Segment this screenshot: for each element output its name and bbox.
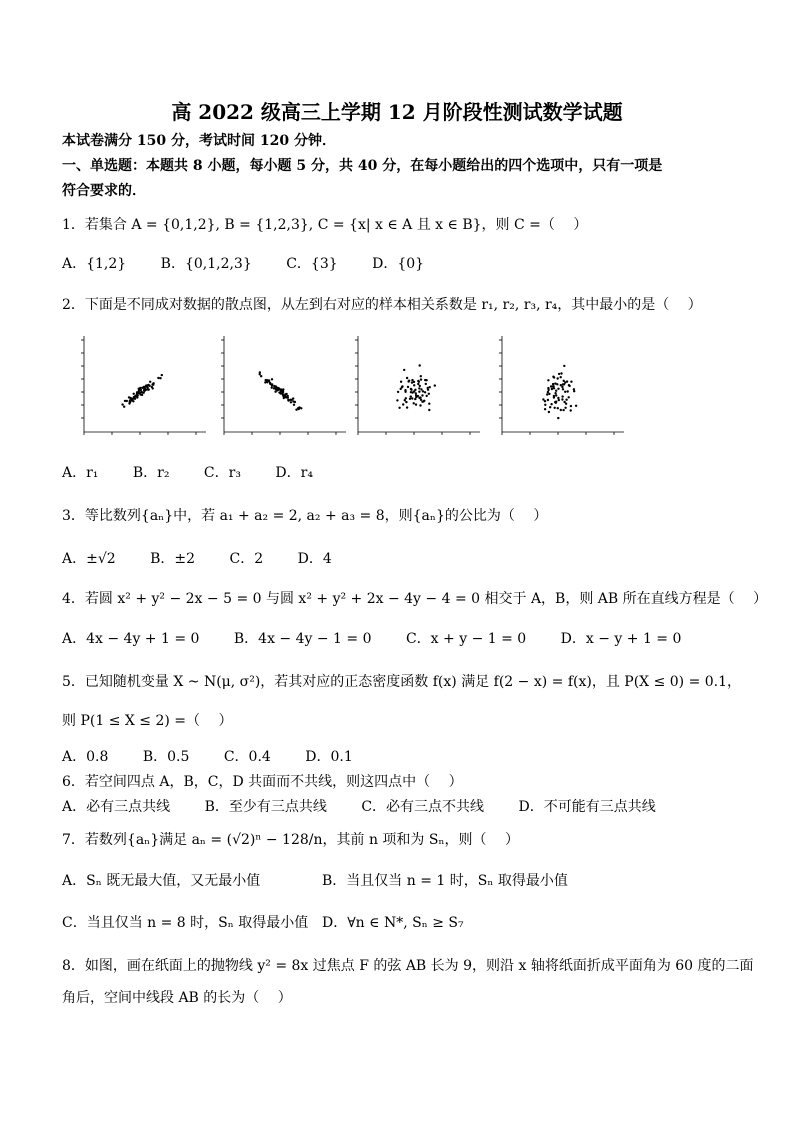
- scatter-point: [560, 372, 562, 374]
- scatter-point: [561, 386, 563, 388]
- scatter-point: [424, 379, 426, 381]
- scatter-point: [564, 407, 566, 409]
- scatter-point: [415, 403, 417, 405]
- scatter-point: [129, 400, 131, 402]
- scatter-point: [428, 409, 430, 411]
- scatter-point: [126, 400, 128, 402]
- scatter-point: [141, 391, 143, 393]
- scatter-point: [552, 383, 554, 385]
- scatter-point: [293, 404, 295, 406]
- scatter-point: [568, 396, 570, 398]
- scatter-plot-1: [81, 336, 206, 435]
- scatter-point: [408, 380, 410, 382]
- scatter-point: [151, 386, 153, 388]
- scatter-point: [422, 390, 424, 392]
- scatter-point: [410, 391, 412, 393]
- scatter-point: [557, 417, 559, 419]
- option-a[interactable]: A．4x − 4y + 1 = 0: [62, 631, 200, 647]
- scatter-point: [557, 388, 559, 390]
- scatter-point: [567, 390, 569, 392]
- scatter-point: [136, 393, 138, 395]
- scatter-point: [300, 407, 302, 409]
- scatter-point: [544, 408, 546, 410]
- option-d[interactable]: D．{0}: [372, 256, 425, 272]
- scatter-point: [547, 399, 549, 401]
- scatter-point: [562, 388, 564, 390]
- scatter-point: [419, 364, 421, 366]
- scatter-point: [420, 399, 422, 401]
- scatter-point: [161, 374, 163, 376]
- scatter-point: [144, 390, 146, 392]
- question-2-options: [62, 464, 343, 482]
- section-heading-cont: 符合要求的．: [62, 183, 146, 199]
- scatter-point: [429, 386, 431, 388]
- section-heading: 一、单选题：本题共 8 小题，每小题 5 分，共 40 分，在每小题给出的四个选项中，只有一项是: [62, 158, 663, 174]
- scatter-point: [418, 381, 420, 383]
- scatter-point: [271, 378, 273, 380]
- scatter-point: [131, 399, 133, 401]
- scatter-point: [410, 389, 412, 391]
- scatter-point: [428, 403, 430, 405]
- option-b[interactable]: B．0.5: [142, 749, 190, 765]
- scatter-point: [563, 380, 565, 382]
- scatter-point: [280, 390, 282, 392]
- scatter-point: [298, 408, 300, 410]
- scatter-point: [133, 396, 135, 398]
- page-title: 高 2022 级高三上学期 12 月阶段性测试数学试题: [171, 100, 623, 124]
- scatter-point: [561, 395, 563, 397]
- option-c[interactable]: C．必有三点不共线: [361, 799, 485, 815]
- question-7-option-d[interactable]: D．∀n ∈ N*, Sₙ ≥ S₇: [322, 915, 464, 931]
- scatter-point: [561, 398, 563, 400]
- option-c[interactable]: C．{3}: [286, 256, 338, 272]
- scatter-point: [287, 399, 289, 401]
- scatter-point: [544, 404, 546, 406]
- scatter-point: [562, 409, 564, 411]
- option-a[interactable]: A．r₁: [62, 465, 99, 481]
- scatter-point: [136, 396, 138, 398]
- scatter-point: [417, 383, 419, 385]
- scatter-point: [547, 379, 549, 381]
- scatter-point: [558, 399, 560, 401]
- scatter-point: [555, 402, 557, 404]
- scatter-point: [406, 406, 408, 408]
- scatter-point: [396, 399, 398, 401]
- scatter-point: [413, 384, 415, 386]
- intro-text: 本试卷满分 150 分，考试时间 120 分钟．: [62, 133, 336, 149]
- scatter-point: [570, 405, 572, 407]
- option-b[interactable]: B．{0,1,2,3}: [160, 256, 252, 272]
- scatter-point: [556, 383, 558, 385]
- scatter-point: [159, 377, 161, 379]
- scatter-point: [411, 379, 413, 381]
- scatter-point: [563, 401, 565, 403]
- scatter-point: [553, 396, 555, 398]
- scatter-point: [128, 402, 130, 404]
- scatter-point: [555, 394, 557, 396]
- scatter-point: [419, 404, 421, 406]
- question-2-stem: 2．下面是不同成对数据的散点图，从左到右对应的样本相关系数是 r₁, r₂, r₃, r₄，其中最小的是（ ）: [62, 297, 702, 313]
- scatter-point: [420, 388, 422, 390]
- scatter-point: [260, 375, 262, 377]
- scatter-point: [424, 391, 426, 393]
- scatter-point: [405, 401, 407, 403]
- scatter-point: [413, 402, 415, 404]
- question-5-options: [62, 748, 383, 766]
- scatter-point: [398, 407, 400, 409]
- scatter-point: [555, 390, 557, 392]
- scatter-point: [269, 383, 271, 385]
- scatter-point: [138, 391, 140, 393]
- scatter-point: [557, 407, 559, 409]
- scatter-point: [148, 385, 150, 387]
- scatter-point: [427, 389, 429, 391]
- scatter-point: [418, 387, 420, 389]
- scatter-plot-2: [221, 336, 346, 435]
- scatter-point: [547, 391, 549, 393]
- scatter-point: [294, 401, 296, 403]
- scatter-point: [557, 377, 559, 379]
- option-a[interactable]: A．±√2: [62, 551, 116, 567]
- scatter-point: [547, 389, 549, 391]
- scatter-point: [558, 373, 560, 375]
- scatter-point: [562, 383, 564, 385]
- scatter-point: [557, 397, 559, 399]
- scatter-point: [404, 399, 406, 401]
- option-c[interactable]: C．0.4: [223, 749, 271, 765]
- scatter-point: [564, 391, 566, 393]
- scatter-point: [259, 371, 261, 373]
- scatter-point: [265, 379, 267, 381]
- scatter-point: [147, 388, 149, 390]
- scatter-point: [403, 369, 405, 371]
- scatter-point: [560, 384, 562, 386]
- scatter-point: [551, 388, 553, 390]
- scatter-point: [400, 388, 402, 390]
- question-7-option-b[interactable]: B．当且仅当 n = 1 时，Sₙ 取得最小值: [322, 873, 568, 889]
- question-6-options: [62, 798, 686, 816]
- scatter-point: [128, 396, 130, 398]
- scatter-point: [123, 406, 125, 408]
- scatter-point: [278, 391, 280, 393]
- option-a[interactable]: A．0.8: [62, 749, 109, 765]
- scatter-point: [285, 396, 287, 398]
- scatter-plot-4: [499, 336, 624, 435]
- scatter-point: [565, 399, 567, 401]
- scatter-point: [425, 383, 427, 385]
- option-a[interactable]: A．{1,2}: [62, 256, 127, 272]
- scatter-point: [411, 397, 413, 399]
- scatter-point: [420, 375, 422, 377]
- scatter-point: [563, 365, 565, 367]
- scatter-point: [546, 393, 548, 395]
- question-8-stem: 8．如图，画在纸面上的抛物线 y² = 8x 过焦点 F 的弦 AB 长为 9，则沿 x 轴将纸面折成平面角为 60 度的二面: [62, 958, 754, 974]
- option-b[interactable]: B．4x − 4y − 1 = 0: [233, 631, 372, 647]
- scatter-point: [560, 376, 562, 378]
- question-7-stem: 7．若数列{aₙ}满足 aₙ = (√2)ⁿ − 128/n，其前 n 项和为 Sₙ，则（ ）: [62, 832, 519, 848]
- scatter-point: [409, 398, 411, 400]
- question-5-stem-cont: 则 P(1 ≤ X ≤ 2) =（ ）: [62, 713, 233, 729]
- scatter-point: [401, 385, 403, 387]
- scatter-plots-figure: [64, 332, 644, 447]
- scatter-point: [553, 376, 555, 378]
- scatter-point: [121, 403, 123, 405]
- scatter-point: [570, 409, 572, 411]
- scatter-point: [550, 385, 552, 387]
- question-4-stem: 4．若圆 x² + y² − 2x − 5 = 0 与圆 x² + y² + 2x − 4y − 4 = 0 相交于 A，B，则 AB 所在直线方程是（ ）: [62, 591, 768, 607]
- option-b[interactable]: B．r₂: [132, 465, 170, 481]
- scatter-point: [413, 390, 415, 392]
- scatter-point: [292, 397, 294, 399]
- scatter-point: [157, 377, 159, 379]
- scatter-point: [548, 411, 550, 413]
- option-b[interactable]: B．至少有三点共线: [204, 799, 327, 815]
- option-a[interactable]: A．必有三点共线: [62, 799, 171, 815]
- option-c[interactable]: C．x + y − 1 = 0: [405, 631, 527, 647]
- scatter-point: [402, 403, 404, 405]
- scatter-plot-3: [355, 336, 480, 435]
- scatter-point: [568, 385, 570, 387]
- scatter-point: [414, 398, 416, 400]
- option-d[interactable]: D．不可能有三点共线: [518, 799, 656, 815]
- scatter-point: [404, 391, 406, 393]
- option-d[interactable]: D．r₄: [275, 465, 313, 481]
- scatter-point: [573, 390, 575, 392]
- question-3-stem: 3．等比数列{aₙ}中，若 a₁ + a₂ = 2, a₂ + a₃ = 8，则{aₙ}的公比为（ ）: [62, 508, 548, 524]
- option-c[interactable]: C．2: [229, 551, 264, 567]
- scatter-point: [554, 407, 556, 409]
- scatter-point: [570, 381, 572, 383]
- scatter-point: [290, 401, 292, 403]
- scatter-point: [575, 405, 577, 407]
- scatter-point: [283, 395, 285, 397]
- question-6-stem: 6．若空间四点 A，B，C，D 共面而不共线，则这四点中（ ）: [62, 774, 463, 790]
- scatter-point: [149, 381, 151, 383]
- scatter-point: [419, 396, 421, 398]
- question-4-options: [62, 630, 711, 648]
- scatter-point: [417, 395, 419, 397]
- question-1-stem: 1．若集合 A = {0,1,2}, B = {1,2,3}, C = {x| x ∈ A 且 x ∈ B}，则 C =（ ）: [62, 217, 588, 233]
- scatter-point: [144, 386, 146, 388]
- scatter-point: [421, 394, 423, 396]
- scatter-point: [426, 395, 428, 397]
- option-b[interactable]: B．±2: [150, 551, 196, 567]
- scatter-point: [271, 387, 273, 389]
- scatter-point: [420, 378, 422, 380]
- scatter-point: [415, 392, 417, 394]
- option-d[interactable]: D．4: [297, 551, 332, 567]
- scatter-point: [560, 409, 562, 411]
- scatter-point: [410, 395, 412, 397]
- scatter-point: [554, 392, 556, 394]
- scatter-point: [566, 380, 568, 382]
- question-7-option-c[interactable]: C．当且仅当 n = 8 时，Sₙ 取得最小值: [62, 915, 309, 931]
- question-1-options: [62, 255, 454, 273]
- scatter-point: [406, 377, 408, 379]
- question-7-option-a[interactable]: A．Sₙ 既无最大值，又无最小值: [62, 873, 261, 889]
- scatter-point: [423, 400, 425, 402]
- question-8-stem-cont: 角后，空间中线段 AB 的长为（ ）: [62, 990, 292, 1006]
- question-5-stem: 5．已知随机变量 X ~ N(μ, σ²)，若其对应的正态密度函数 f(x) 满足 f(2 − x) = f(x)，且 P(X ≤ 0) = 0.1，: [62, 674, 742, 690]
- scatter-point: [434, 384, 436, 386]
- scatter-point: [295, 409, 297, 411]
- scatter-point: [549, 406, 551, 408]
- scatter-point: [397, 391, 399, 393]
- option-c[interactable]: C．r₃: [203, 465, 241, 481]
- scatter-point: [542, 398, 544, 400]
- scatter-point: [428, 393, 430, 395]
- scatter-point: [274, 391, 276, 393]
- scatter-point: [400, 381, 402, 383]
- scatter-point: [133, 393, 135, 395]
- option-d[interactable]: D．0.1: [305, 749, 353, 765]
- scatter-point: [550, 403, 552, 405]
- question-3-options: [62, 550, 362, 568]
- scatter-point: [419, 385, 421, 387]
- scatter-point: [264, 381, 266, 383]
- scatter-point: [407, 386, 409, 388]
- scatter-point: [275, 385, 277, 387]
- scatter-point: [151, 383, 153, 385]
- scatter-point: [418, 391, 420, 393]
- option-d[interactable]: D．x − y + 1 = 0: [560, 631, 682, 647]
- scatter-point: [141, 387, 143, 389]
